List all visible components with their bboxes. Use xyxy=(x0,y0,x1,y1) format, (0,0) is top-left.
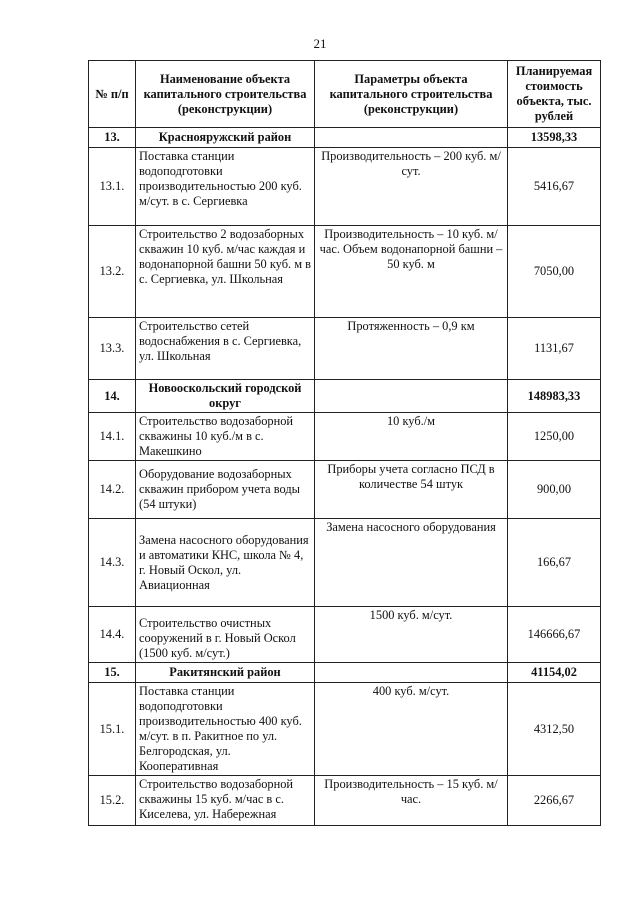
district-name: Ракитянский район xyxy=(136,663,315,683)
table-row xyxy=(89,607,601,663)
district-row xyxy=(89,663,601,683)
row-num: 14.2. xyxy=(89,461,136,519)
header-num: № п/п xyxy=(89,61,136,128)
row-cost: 7050,00 xyxy=(508,226,601,318)
table-row xyxy=(89,318,601,380)
row-params: 10 куб./м xyxy=(315,413,508,461)
header-name: Наименование объекта капитального строительства (реконструкции) xyxy=(136,61,315,128)
row-num: 13.3. xyxy=(89,318,136,380)
row-cost: 900,00 xyxy=(508,461,601,519)
row-name: Поставка станции водоподготовки производительностью 400 куб. м/сут. в п. Ракитное по ул. Белгородская, ул. Кооперативная xyxy=(136,683,315,776)
row-cost: 166,67 xyxy=(508,519,601,607)
row-num: 14.4. xyxy=(89,607,136,663)
table-header-row xyxy=(89,61,601,128)
district-row xyxy=(89,128,601,148)
row-num: 14. xyxy=(89,380,136,413)
row-name: Оборудование водозаборных скважин прибором учета воды (54 штуки) xyxy=(136,461,315,519)
table-row xyxy=(89,413,601,461)
row-name: Строительство водозаборной скважины 15 куб. м/час в с. Киселева, ул. Набережная xyxy=(136,776,315,826)
row-params: 1500 куб. м/сут. xyxy=(315,607,508,663)
row-cost: 146666,67 xyxy=(508,607,601,663)
row-num: 15. xyxy=(89,663,136,683)
table-row xyxy=(89,683,601,776)
row-params: Приборы учета согласно ПСД в количестве 54 штук xyxy=(315,461,508,519)
row-name: Строительство водозаборной скважины 10 куб./м в с. Макешкино xyxy=(136,413,315,461)
row-name: Строительство 2 водозаборных скважин 10 куб. м/час каждая и водонапорной башни 50 куб. м в с. Сергиевка, ул. Школьная xyxy=(136,226,315,318)
row-name: Замена насосного оборудования и автоматики КНС, школа № 4, г. Новый Оскол, ул. Авиационная xyxy=(136,519,315,607)
row-cost: 1131,67 xyxy=(508,318,601,380)
table-row xyxy=(89,148,601,226)
row-cost: 148983,33 xyxy=(508,380,601,413)
table-row xyxy=(89,461,601,519)
row-num: 15.2. xyxy=(89,776,136,826)
row-num: 13.1. xyxy=(89,148,136,226)
row-params: Производительность – 15 куб. м/час. xyxy=(315,776,508,826)
row-name: Строительство очистных сооружений в г. Новый Оскол (1500 куб. м/сут.) xyxy=(136,607,315,663)
row-cost: 5416,67 xyxy=(508,148,601,226)
district-row xyxy=(89,380,601,413)
header-cost: Планируемая стоимость объекта, тыс. рублей xyxy=(508,61,601,128)
table-row xyxy=(89,776,601,826)
row-name: Строительство сетей водоснабжения в с. Сергиевка, ул. Школьная xyxy=(136,318,315,380)
row-params: Протяженность – 0,9 км xyxy=(315,318,508,380)
row-params xyxy=(315,128,508,148)
row-num: 15.1. xyxy=(89,683,136,776)
table-row xyxy=(89,519,601,607)
header-params: Параметры объекта капитального строительства (реконструкции) xyxy=(315,61,508,128)
row-num: 14.3. xyxy=(89,519,136,607)
row-params: 400 куб. м/сут. xyxy=(315,683,508,776)
row-cost: 4312,50 xyxy=(508,683,601,776)
page-number: 21 xyxy=(313,36,327,51)
row-cost: 13598,33 xyxy=(508,128,601,148)
district-name: Краснояружский район xyxy=(136,128,315,148)
row-name: Поставка станции водоподготовки производительностью 200 куб. м/сут. в с. Сергиевка xyxy=(136,148,315,226)
row-params: Производительность – 200 куб. м/сут. xyxy=(315,148,508,226)
capital-construction-table xyxy=(88,60,601,826)
row-cost: 1250,00 xyxy=(508,413,601,461)
table-row xyxy=(89,226,601,318)
row-num: 14.1. xyxy=(89,413,136,461)
row-params: Производительность – 10 куб. м/час. Объем водонапорной башни – 50 куб. м xyxy=(315,226,508,318)
row-cost: 2266,67 xyxy=(508,776,601,826)
row-params: Замена насосного оборудования xyxy=(315,519,508,607)
row-cost: 41154,02 xyxy=(508,663,601,683)
row-params xyxy=(315,380,508,413)
row-num: 13.2. xyxy=(89,226,136,318)
row-num: 13. xyxy=(89,128,136,148)
row-params xyxy=(315,663,508,683)
district-name: Новооскольский городской округ xyxy=(136,380,315,413)
